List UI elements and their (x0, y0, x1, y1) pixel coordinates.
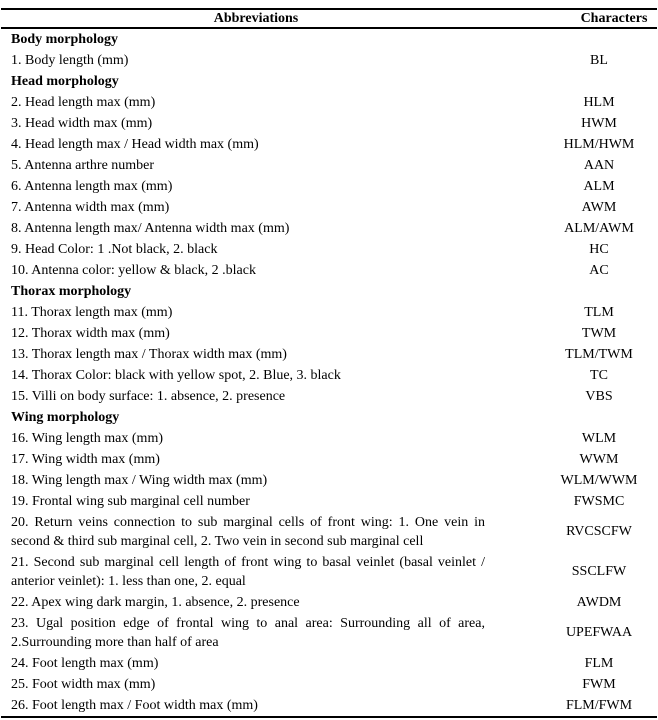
abbreviation-cell: 16. Wing length max (mm) (11, 431, 163, 446)
table-row (1, 344, 657, 365)
section-row (1, 71, 657, 92)
abbreviation-line: 23. Ugal position edge of frontal wing to anal area: Surrounding all of area, (11, 616, 485, 631)
table-row (1, 449, 657, 470)
table-row (1, 218, 657, 239)
abbreviation-cell: 2. Head length max (mm) (11, 95, 156, 110)
table-row (1, 512, 657, 552)
abbreviation-cell (1, 553, 541, 591)
character-cell: FLM/FWM (565, 697, 633, 713)
character-cell: UPEFWAA (565, 625, 633, 640)
table-row (1, 176, 657, 197)
character-cell: SSCLFW (571, 564, 627, 579)
table-header-row (1, 10, 657, 29)
character-cell: TLM/TWM (565, 346, 633, 362)
abbreviation-cell: 22. Apex wing dark margin, 1. absence, 2. presence (11, 595, 300, 610)
table-row (1, 92, 657, 113)
abbreviation-cell: 3. Head width max (mm) (11, 116, 153, 131)
abbreviation-cell: 26. Foot length max / Foot width max (mm) (11, 698, 258, 713)
character-cell: AAN (583, 157, 615, 173)
character-cell: HC (589, 241, 609, 257)
character-cell: RVCSCFW (566, 524, 632, 539)
table-row (1, 197, 657, 218)
table-row (1, 552, 657, 592)
abbreviation-line: anterior veinlet): 1. less than one, 2. equal (11, 574, 246, 589)
table-row (1, 491, 657, 512)
abbreviation-cell: 13. Thorax length max / Thorax width max (mm) (11, 347, 287, 362)
abbreviation-cell: 6. Antenna length max (mm) (11, 179, 173, 194)
section-row (1, 281, 657, 302)
abbreviation-cell: 1. Body length (mm) (11, 53, 129, 68)
table-row (1, 260, 657, 281)
section-label: Body morphology (11, 32, 118, 47)
table-row (1, 50, 657, 71)
column-header-characters: Characters (580, 11, 648, 26)
character-cell: HLM/HWM (563, 136, 635, 152)
character-cell: AWM (581, 199, 617, 215)
abbreviation-cell: 24. Foot length max (mm) (11, 656, 159, 671)
character-cell: AC (589, 262, 609, 278)
abbreviation-cell (1, 513, 541, 551)
section-row (1, 407, 657, 428)
character-cell: WWM (579, 451, 619, 467)
abbreviation-cell (1, 614, 541, 652)
column-header-abbreviations: Abbreviations (213, 11, 299, 26)
table-row (1, 302, 657, 323)
abbreviation-cell: 8. Antenna length max/ Antenna width max (mm) (11, 221, 290, 236)
abbreviation-cell: 15. Villi on body surface: 1. absence, 2. presence (11, 389, 286, 404)
abbreviation-cell: 18. Wing length max / Wing width max (mm) (11, 473, 268, 488)
table-row (1, 470, 657, 491)
abbreviation-cell: 12. Thorax width max (mm) (11, 326, 170, 341)
section-row (1, 29, 657, 50)
abbreviation-cell: 9. Head Color: 1 .Not black, 2. black (11, 242, 218, 257)
table-row (1, 695, 657, 716)
character-cell: WLM (581, 430, 617, 446)
abbreviation-line: 20. Return veins connection to sub marginal cells of front wing: 1. One vein in (11, 515, 485, 530)
character-cell: WLM/WWM (560, 472, 638, 488)
abbreviation-cell: 10. Antenna color: yellow & black, 2 .black (11, 263, 256, 278)
table-row (1, 674, 657, 695)
character-cell: AWDM (576, 594, 622, 610)
table-row (1, 613, 657, 653)
section-label: Thorax morphology (11, 284, 132, 299)
abbreviation-cell: 19. Frontal wing sub marginal cell number (11, 494, 250, 509)
character-cell: HWM (581, 115, 617, 131)
character-cell: TLM (584, 304, 614, 320)
abbreviation-cell: 25. Foot width max (mm) (11, 677, 156, 692)
table-row (1, 134, 657, 155)
abbreviation-line: 21. Second sub marginal cell length of front wing to basal veinlet (basal veinlet / (11, 555, 485, 570)
character-cell: BL (590, 52, 608, 68)
abbreviation-cell: 14. Thorax Color: black with yellow spot, 2. Blue, 3. black (11, 368, 341, 383)
table-row (1, 113, 657, 134)
table-row (1, 653, 657, 674)
table-row (1, 323, 657, 344)
character-cell: ALM (583, 178, 615, 194)
character-cell: TC (590, 367, 608, 383)
abbreviations-table (1, 8, 657, 718)
character-cell: HLM (583, 94, 615, 110)
table-row (1, 386, 657, 407)
table-row (1, 155, 657, 176)
abbreviation-cell: 5. Antenna arthre number (11, 158, 155, 173)
table-row (1, 365, 657, 386)
abbreviation-line: second & third sub marginal cell, 2. Two vein in second sub marginal cell (11, 534, 424, 549)
section-label: Head morphology (11, 74, 119, 89)
character-cell: ALM/AWM (564, 220, 634, 236)
character-cell: VBS (585, 388, 613, 404)
character-cell: FLM (584, 655, 614, 671)
section-label: Wing morphology (11, 410, 120, 425)
table-row (1, 592, 657, 613)
abbreviation-cell: 4. Head length max / Head width max (mm) (11, 137, 259, 152)
table-row (1, 239, 657, 260)
character-cell: FWSMC (573, 493, 625, 509)
abbreviation-line: 2.Surrounding more than half of area (11, 635, 219, 650)
abbreviation-cell: 7. Antenna width max (mm) (11, 200, 170, 215)
abbreviation-cell: 11. Thorax length max (mm) (11, 305, 173, 320)
abbreviation-cell: 17. Wing width max (mm) (11, 452, 160, 467)
table-body (1, 29, 657, 716)
character-cell: TWM (581, 325, 617, 341)
character-cell: FWM (582, 676, 616, 692)
table-row (1, 428, 657, 449)
